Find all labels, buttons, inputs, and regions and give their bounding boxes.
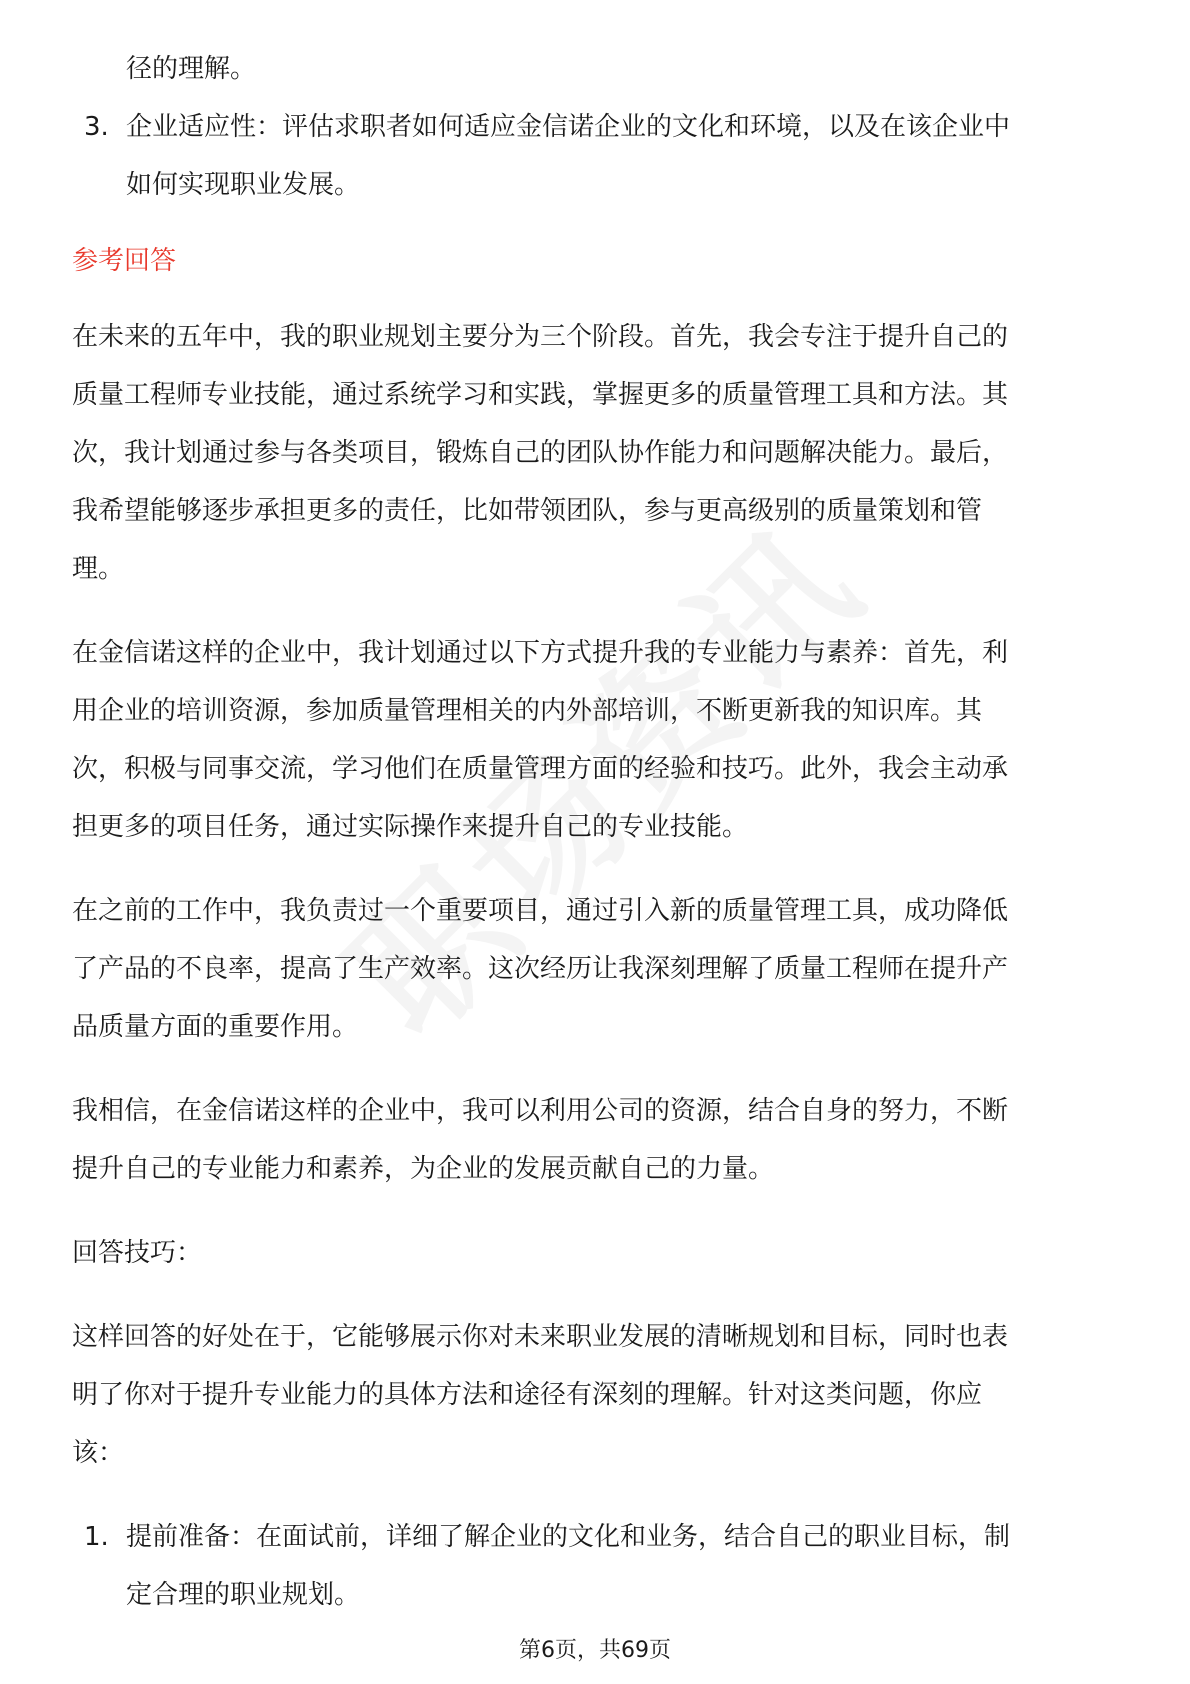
paragraph-line: 了产品的不良率，提高了生产效率。这次经历让我深刻理解了质量工程师在提升产 (72, 954, 1009, 984)
paragraph-line: 担更多的项目任务，通过实际操作来提升自己的专业技能。 (72, 812, 749, 842)
paragraph-line: 在金信诺这样的企业中，我计划通过以下方式提升我的专业能力与素养：首先，利 (72, 638, 1009, 668)
list-item-1 (72, 1508, 1122, 1624)
paragraph-line: 这样回答的好处在于，它能够展示你对未来职业发展的清晰规划和目标，同时也表 (72, 1322, 1009, 1352)
list-line: 如何实现职业发展。 (126, 170, 361, 200)
paragraph-line: 该： (72, 1438, 125, 1468)
paragraph-line: 次，积极与同事交流，学习他们在质量管理方面的经验和技巧。此外，我会主动承 (72, 754, 1009, 784)
reference-heading: 参考回答 (72, 246, 177, 276)
paragraph-line: 理。 (72, 554, 125, 584)
list-number: 3. (84, 112, 109, 142)
page-footer: 第6页，共69页 (519, 1638, 671, 1663)
document-content (72, 40, 1122, 1624)
list-line: 企业适应性：评估求职者如何适应金信诺企业的文化和环境，以及在该企业中 (126, 112, 1011, 142)
list-line: 提前准备：在面试前，详细了解企业的文化和业务，结合自己的职业目标，制 (126, 1522, 1011, 1552)
list-item-continuation: 径的理解。 (126, 54, 257, 84)
tips-heading: 回答技巧： (72, 1238, 203, 1268)
list-number: 1. (84, 1522, 109, 1552)
paragraph-line: 质量工程师专业技能，通过系统学习和实践，掌握更多的质量管理工具和方法。其 (72, 380, 1009, 410)
list-line: 定合理的职业规划。 (126, 1580, 361, 1610)
paragraph-line: 明了你对于提升专业能力的具体方法和途径有深刻的理解。针对这类问题，你应 (72, 1380, 983, 1410)
list-item-3 (72, 98, 1122, 214)
paragraph-1 (72, 308, 1122, 598)
paragraph-line: 在之前的工作中，我负责过一个重要项目，通过引入新的质量管理工具，成功降低 (72, 896, 1009, 926)
paragraph-line: 我希望能够逐步承担更多的责任，比如带领团队，参与更高级别的质量策划和管 (72, 496, 983, 526)
paragraph-line: 品质量方面的重要作用。 (72, 1012, 359, 1042)
tips-paragraph (72, 1308, 1122, 1482)
paragraph-line: 我相信，在金信诺这样的企业中，我可以利用公司的资源，结合自身的努力，不断 (72, 1096, 1009, 1126)
paragraph-line: 次，我计划通过参与各类项目，锻炼自己的团队协作能力和问题解决能力。最后， (72, 438, 1009, 468)
paragraph-2 (72, 624, 1122, 856)
paragraph-line: 提升自己的专业能力和素养，为企业的发展贡献自己的力量。 (72, 1154, 775, 1184)
paragraph-line: 在未来的五年中，我的职业规划主要分为三个阶段。首先，我会专注于提升自己的 (72, 322, 1009, 352)
paragraph-4 (72, 1082, 1122, 1198)
paragraph-3 (72, 882, 1122, 1056)
paragraph-line: 用企业的培训资源，参加质量管理相关的内外部培训，不断更新我的知识库。其 (72, 696, 983, 726)
